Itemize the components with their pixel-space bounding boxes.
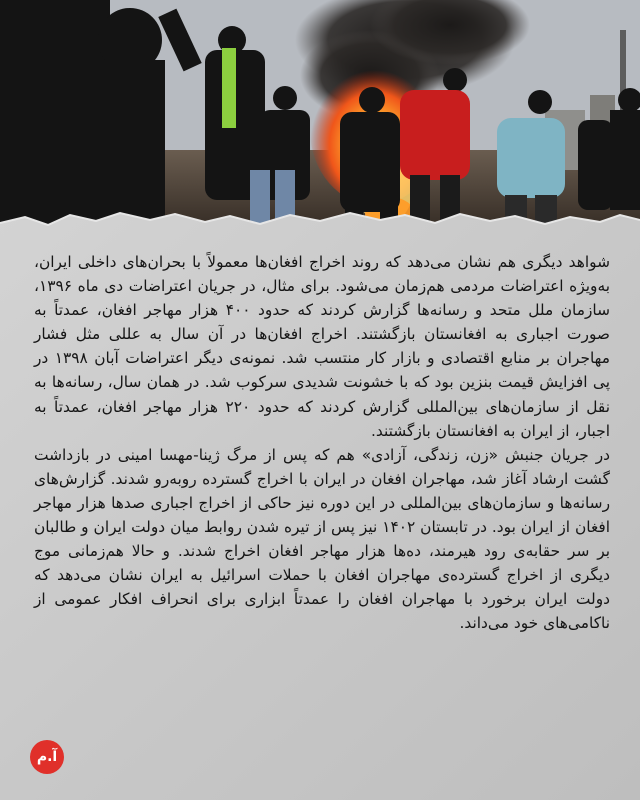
article-paragraph-2: در جریان جنبش «زن، زندگی، آزادی» هم که پس از مرگ ژینا-مهسا امینی در بازداشت گشت ارشاد آغاز شد، مهاجران افغان در ایران با اخراج گسترده روبه‌رو شدند. گزارش‌های رسانه‌ها و سازمان‌های بین‌المللی در این دوره نیز حاکی از اخراج اجباری صدها هزار مهاجر افغان از ایران بود. در تابستان ۱۴۰۲ نیز پس از تیره شدن روابط میان دولت ایران و طالبان بر سر حقابه‌ی رود هیرمند، ده‌ها هزار مهاجر افغان اخراج شدند. و حالا هم‌زمانی موج دیگری از اخراج گسترده‌ی مهاجران افغان با حملات اسرائیل به ایران نشان می‌دهد که دولت ایران برخورد با مهاجران افغان را عمدتاً ابزاری برای انحراف افکار عمومی از ناکامی‌های خود می‌داند.: [34, 445, 611, 633]
brand-logo-text: آ.م: [36, 749, 58, 765]
article-paragraph-1: شواهد دیگری هم نشان می‌دهد که روند اخراج افغان‌ها معمولاً با بحران‌های داخلی ایران، به‌ویژه اعتراضات مردمی هم‌زمان می‌شود. برای مثال، در جریان اعتراضات دی ماه ۱۳۹۶، سازمان ملل متحد و رسانه‌ها گزارش کردند که حدود ۴۰۰ هزار مهاجر افغان، عمدتاً به صورت اجباری به افغانستان بازگشتند. اخراج افغان‌ها در آن سال به عللی مثل فشار مهاجران بر منابع اقتصادی و بازار کار منتسب شد. نمونه‌ی دیگر اعتراضات آبان ۱۳۹۸ در پی افزایش قیمت بنزین بود که با خشونت شدیدی سرکوب شد. در همان سال، رسانه‌ها به نقل از سازمان‌های بین‌المللی گزارش کردند که حدود ۲۲۰ هزار مهاجر افغان، عمدتاً به اجبار، از ایران به افغانستان بازگشتند.: [34, 253, 611, 440]
brand-logo: [30, 740, 64, 774]
article-body: [34, 250, 610, 636]
